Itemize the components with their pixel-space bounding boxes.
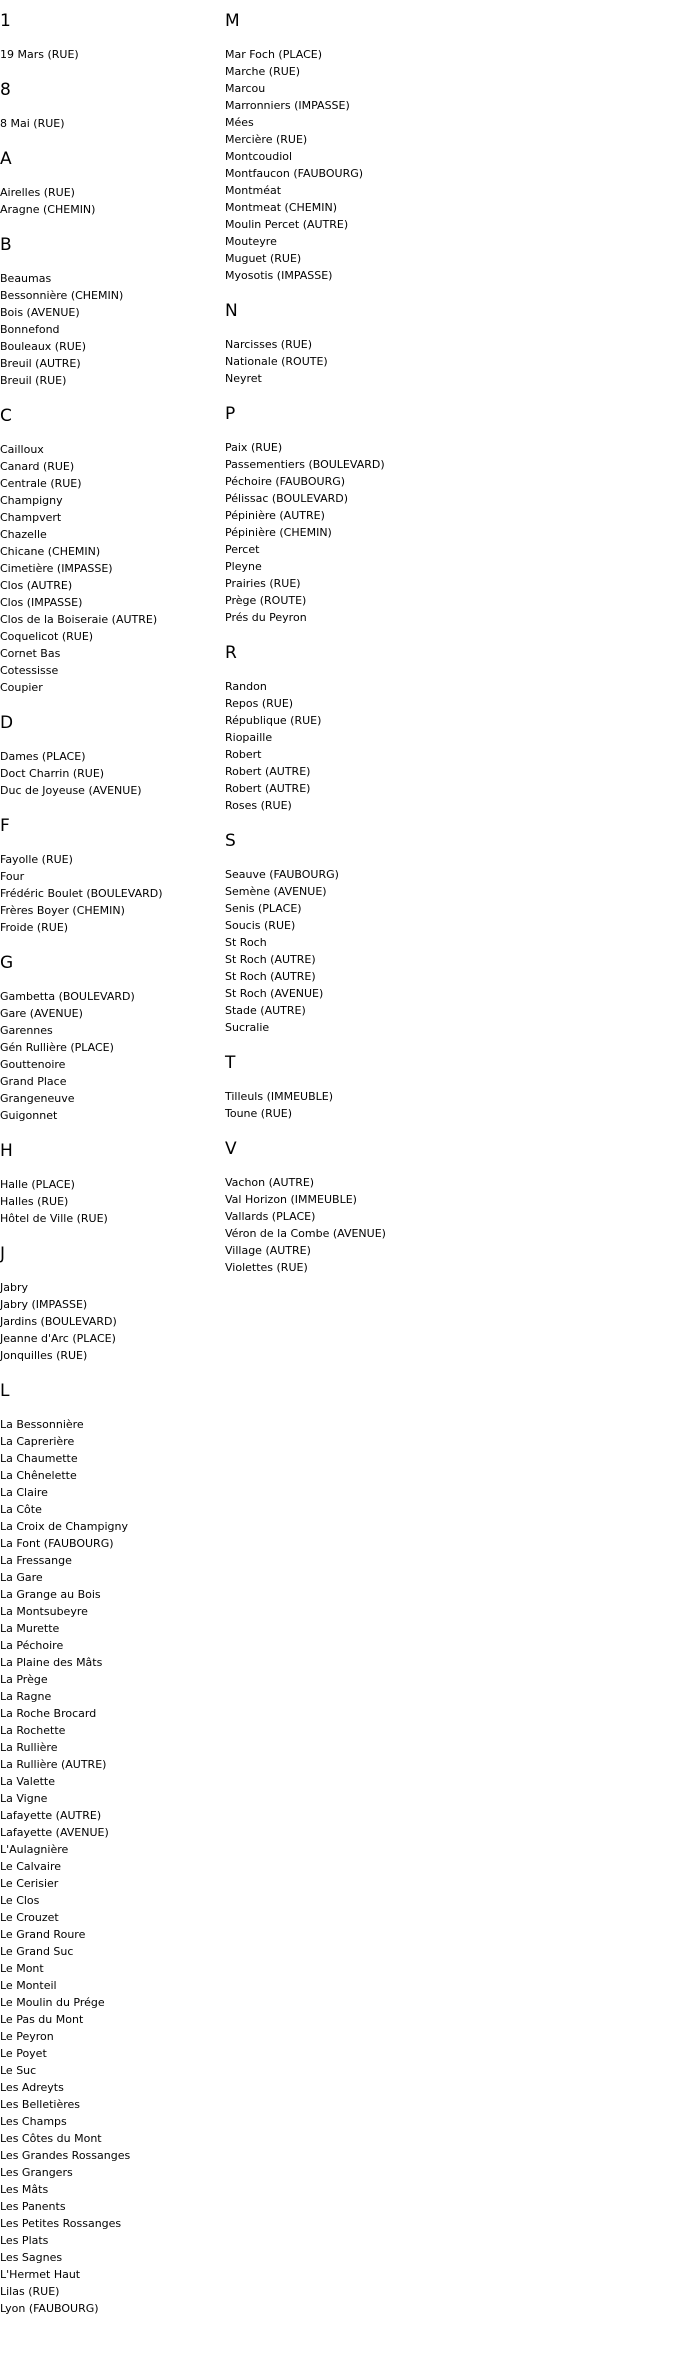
street-list — [0, 441, 225, 696]
letter-section-d — [0, 715, 225, 805]
section-spacer — [225, 387, 455, 393]
street-item: Bonnefond — [0, 323, 60, 336]
section-spacer — [0, 936, 225, 942]
street-item: Cotessisse — [0, 664, 59, 677]
street-item: Senis (PLACE) — [225, 902, 302, 915]
street-item: Bessonnière (CHEMIN) — [0, 289, 124, 302]
street-item: Jabry — [0, 1281, 28, 1294]
street-item: Clos de la Boiseraie (AUTRE) — [0, 613, 158, 626]
street-item: Duc de Joyeuse (AVENUE) — [0, 784, 142, 797]
street-item: Roses (RUE) — [225, 799, 292, 812]
street-list — [225, 866, 455, 1036]
street-item: Les Côtes du Mont — [0, 2132, 102, 2145]
street-item: Les Petites Rossanges — [0, 2217, 122, 2230]
street-item: Village (AUTRE) — [225, 1244, 311, 1257]
section-spacer — [0, 2317, 225, 2323]
street-item: Lafayette (AUTRE) — [0, 1809, 102, 1822]
street-item: La Croix de Champigny — [0, 1520, 128, 1533]
street-list — [225, 439, 455, 626]
street-item: Passementiers (BOULEVARD) — [225, 458, 385, 471]
street-item: Le Grand Roure — [0, 1928, 86, 1941]
street-item: Frères Boyer (CHEMIN) — [0, 904, 125, 917]
street-item: République (RUE) — [225, 714, 322, 727]
section-spacer — [225, 1036, 455, 1042]
street-item: La Plaine des Mâts — [0, 1656, 103, 1669]
street-list — [0, 184, 225, 218]
street-item: Robert (AUTRE) — [225, 782, 311, 795]
street-item: Robert (AUTRE) — [225, 765, 311, 778]
street-item: L'Hermet Haut — [0, 2268, 81, 2281]
street-item: Les Sagnes — [0, 2251, 63, 2264]
street-item: Le Grand Suc — [0, 1945, 74, 1958]
street-list — [0, 851, 225, 936]
street-item: Le Crouzet — [0, 1911, 59, 1924]
street-item: St Roch (AUTRE) — [225, 953, 316, 966]
street-item: Mar Foch (PLACE) — [225, 48, 322, 61]
street-item: La Ragne — [0, 1690, 52, 1703]
street-item: Gambetta (BOULEVARD) — [0, 990, 135, 1003]
street-item: Randon — [225, 680, 267, 693]
street-item: Halle (PLACE) — [0, 1178, 75, 1191]
street-item: Le Monteil — [0, 1979, 57, 1992]
letter-section-t — [225, 1055, 455, 1128]
street-item: Pépinière (AUTRE) — [225, 509, 325, 522]
street-item: La Rochette — [0, 1724, 66, 1737]
section-spacer — [0, 132, 225, 138]
street-item: Clos (IMPASSE) — [0, 596, 83, 609]
street-item: Les Panents — [0, 2200, 66, 2213]
street-item: La Bessonnière — [0, 1418, 84, 1431]
street-item: La Côte — [0, 1503, 42, 1516]
letter-section-l — [0, 1383, 225, 2323]
street-item: Bouleaux (RUE) — [0, 340, 87, 353]
street-item: Le Peyron — [0, 2030, 54, 2043]
street-list — [0, 115, 225, 132]
street-item: Coupier — [0, 681, 43, 694]
street-item: Champigny — [0, 494, 63, 507]
letter-section-j — [0, 1246, 225, 1370]
letter-section-8 — [0, 82, 225, 138]
street-item: La Grange au Bois — [0, 1588, 101, 1601]
street-list — [0, 1279, 225, 1364]
street-item: Four — [0, 870, 25, 883]
street-item: Grangeneuve — [0, 1092, 75, 1105]
letter-heading: N — [225, 301, 238, 321]
letter-heading: T — [225, 1053, 236, 1073]
street-item: Centrale (RUE) — [0, 477, 82, 490]
street-item: Muguet (RUE) — [225, 252, 302, 265]
street-item: Prés du Peyron — [225, 611, 307, 624]
letter-heading: C — [0, 406, 12, 426]
street-item: La Caprerière — [0, 1435, 75, 1448]
street-item: Lyon (FAUBOURG) — [0, 2302, 99, 2315]
street-item: Les Plats — [0, 2234, 49, 2247]
letter-section-p — [225, 406, 455, 632]
street-item: Dames (PLACE) — [0, 750, 86, 763]
street-item: St Roch (AUTRE) — [225, 970, 316, 983]
street-item: Les Mâts — [0, 2183, 49, 2196]
street-item: La Font (FAUBOURG) — [0, 1537, 114, 1550]
street-list — [0, 1176, 225, 1227]
section-spacer — [0, 799, 225, 805]
street-item: Gouttenoire — [0, 1058, 66, 1071]
letter-heading: 8 — [0, 80, 11, 100]
section-spacer — [225, 284, 455, 290]
street-item: Jardins (BOULEVARD) — [0, 1315, 117, 1328]
street-item: Péchoire (FAUBOURG) — [225, 475, 346, 488]
street-item: Jabry (IMPASSE) — [0, 1298, 88, 1311]
street-item: Pépinière (CHEMIN) — [225, 526, 332, 539]
street-item: Clos (AUTRE) — [0, 579, 73, 592]
street-item: La Roche Brocard — [0, 1707, 97, 1720]
street-item: La Murette — [0, 1622, 60, 1635]
street-item: La Vigne — [0, 1792, 48, 1805]
street-item: Jeanne d'Arc (PLACE) — [0, 1332, 116, 1345]
street-item: Fayolle (RUE) — [0, 853, 73, 866]
street-item: La Claire — [0, 1486, 48, 1499]
letter-heading: 1 — [0, 11, 11, 31]
street-item: Nationale (ROUTE) — [225, 355, 328, 368]
street-item: Doct Charrin (RUE) — [0, 767, 105, 780]
street-item: Cornet Bas — [0, 647, 61, 660]
street-list — [225, 1174, 455, 1276]
street-item: Mées — [225, 116, 254, 129]
street-item: Montmeat (CHEMIN) — [225, 201, 337, 214]
left-column — [0, 0, 225, 2323]
street-item: Sucralie — [225, 1021, 270, 1034]
section-spacer — [225, 814, 455, 820]
street-item: Montméat — [225, 184, 282, 197]
street-item: Le Cerisier — [0, 1877, 59, 1890]
letter-section-v — [225, 1141, 455, 1282]
section-spacer — [225, 1276, 455, 1282]
street-item: Seauve (FAUBOURG) — [225, 868, 339, 881]
street-list — [0, 988, 225, 1124]
street-item: Montcoudiol — [225, 150, 293, 163]
street-item: Le Moulin du Prége — [0, 1996, 105, 2009]
street-item: Pélissac (BOULEVARD) — [225, 492, 349, 505]
letter-section-r — [225, 645, 455, 820]
street-item: Marronniers (IMPASSE) — [225, 99, 350, 112]
street-item: Prairies (RUE) — [225, 577, 301, 590]
street-item: Mouteyre — [225, 235, 277, 248]
street-item: Lafayette (AVENUE) — [0, 1826, 109, 1839]
street-list — [225, 46, 455, 284]
street-item: La Prège — [0, 1673, 48, 1686]
section-spacer — [225, 1122, 455, 1128]
street-item: Prège (ROUTE) — [225, 594, 307, 607]
street-list — [0, 1416, 225, 2317]
letter-heading: P — [225, 404, 236, 424]
letter-section-g — [0, 955, 225, 1130]
street-item: La Valette — [0, 1775, 55, 1788]
street-item: Les Belletières — [0, 2098, 81, 2111]
street-item: Pleyne — [225, 560, 262, 573]
street-item: Breuil (RUE) — [0, 374, 67, 387]
street-item: Vallards (PLACE) — [225, 1210, 316, 1223]
letter-heading: B — [0, 235, 12, 255]
street-item: Marcou — [225, 82, 266, 95]
street-item: La Chênelette — [0, 1469, 77, 1482]
street-item: Mercière (RUE) — [225, 133, 308, 146]
letter-section-n — [225, 303, 455, 393]
street-item: Le Calvaire — [0, 1860, 62, 1873]
letter-heading: S — [225, 831, 236, 851]
letter-section-m — [225, 13, 455, 290]
street-item: Garennes — [0, 1024, 53, 1037]
street-item: Chazelle — [0, 528, 47, 541]
street-item: Les Grangers — [0, 2166, 73, 2179]
letter-heading: A — [0, 149, 12, 169]
street-item: Moulin Percet (AUTRE) — [225, 218, 349, 231]
street-item: Guigonnet — [0, 1109, 58, 1122]
street-item: Aragne (CHEMIN) — [0, 203, 96, 216]
street-item: Les Adreyts — [0, 2081, 64, 2094]
street-list — [225, 678, 455, 814]
street-item: Froide (RUE) — [0, 921, 69, 934]
letter-heading: M — [225, 11, 240, 31]
street-item: Semène (AVENUE) — [225, 885, 327, 898]
street-item: La Gare — [0, 1571, 43, 1584]
street-list — [0, 270, 225, 389]
street-item: Marche (RUE) — [225, 65, 301, 78]
street-item: Chicane (CHEMIN) — [0, 545, 101, 558]
street-item: La Montsubeyre — [0, 1605, 88, 1618]
street-item: 8 Mai (RUE) — [0, 117, 65, 130]
street-list — [225, 1088, 455, 1122]
street-item: Montfaucon (FAUBOURG) — [225, 167, 364, 180]
letter-section-f — [0, 818, 225, 942]
street-item: Hôtel de Ville (RUE) — [0, 1212, 108, 1225]
street-item: Neyret — [225, 372, 262, 385]
street-item: Le Suc — [0, 2064, 37, 2077]
letter-section-1 — [0, 13, 225, 69]
street-item: 19 Mars (RUE) — [0, 48, 79, 61]
street-list — [225, 336, 455, 387]
street-item: Véron de la Combe (AVENUE) — [225, 1227, 386, 1240]
street-item: Tilleuls (IMMEUBLE) — [225, 1090, 334, 1103]
letter-section-b — [0, 237, 225, 395]
section-spacer — [0, 696, 225, 702]
street-item: La Rullière — [0, 1741, 58, 1754]
street-item: Les Champs — [0, 2115, 67, 2128]
letter-section-h — [0, 1143, 225, 1233]
letter-heading: J — [0, 1244, 6, 1264]
letter-heading: L — [0, 1381, 10, 1401]
street-item: Paix (RUE) — [225, 441, 283, 454]
street-item: La Rullière (AUTRE) — [0, 1758, 107, 1771]
street-item: Frédéric Boulet (BOULEVARD) — [0, 887, 163, 900]
right-column — [225, 0, 455, 1282]
letter-section-s — [225, 833, 455, 1042]
section-spacer — [0, 1227, 225, 1233]
street-item: La Péchoire — [0, 1639, 64, 1652]
section-spacer — [0, 1124, 225, 1130]
street-item: Airelles (RUE) — [0, 186, 75, 199]
street-item: Cimetière (IMPASSE) — [0, 562, 113, 575]
street-item: Le Pas du Mont — [0, 2013, 84, 2026]
street-item: Toune (RUE) — [225, 1107, 293, 1120]
section-spacer — [0, 218, 225, 224]
street-item: Narcisses (RUE) — [225, 338, 313, 351]
section-spacer — [225, 626, 455, 632]
street-item: Grand Place — [0, 1075, 67, 1088]
street-item: Myosotis (IMPASSE) — [225, 269, 333, 282]
letter-heading: V — [225, 1139, 237, 1159]
street-item: Violettes (RUE) — [225, 1261, 308, 1274]
street-item: Breuil (AUTRE) — [0, 357, 81, 370]
street-item: St Roch (AVENUE) — [225, 987, 324, 1000]
street-item: Repos (RUE) — [225, 697, 294, 710]
street-item: Robert — [225, 748, 262, 761]
street-item: Gare (AVENUE) — [0, 1007, 83, 1020]
street-item: Riopaille — [225, 731, 273, 744]
letter-heading: D — [0, 713, 14, 733]
street-item: Percet — [225, 543, 260, 556]
street-item: Canard (RUE) — [0, 460, 75, 473]
letter-heading: H — [0, 1141, 13, 1161]
letter-heading: G — [0, 953, 14, 973]
street-item: Val Horizon (IMMEUBLE) — [225, 1193, 357, 1206]
street-item: Soucis (RUE) — [225, 919, 296, 932]
street-item: L'Aulagnière — [0, 1843, 69, 1856]
street-item: Vachon (AUTRE) — [225, 1176, 315, 1189]
section-spacer — [0, 63, 225, 69]
letter-section-a — [0, 151, 225, 224]
letter-heading: F — [0, 816, 10, 836]
street-item: St Roch — [225, 936, 267, 949]
street-item: La Chaumette — [0, 1452, 78, 1465]
street-item: Les Grandes Rossanges — [0, 2149, 131, 2162]
street-item: Le Mont — [0, 1962, 44, 1975]
street-item: Halles (RUE) — [0, 1195, 69, 1208]
street-item: Cailloux — [0, 443, 44, 456]
street-item: La Fressange — [0, 1554, 72, 1567]
street-item: Lilas (RUE) — [0, 2285, 60, 2298]
section-spacer — [0, 1364, 225, 1370]
street-item: Le Poyet — [0, 2047, 47, 2060]
section-spacer — [0, 389, 225, 395]
street-list — [0, 46, 225, 63]
street-item: Stade (AUTRE) — [225, 1004, 306, 1017]
street-item: Beaumas — [0, 272, 52, 285]
street-item: Champvert — [0, 511, 62, 524]
street-item: Coquelicot (RUE) — [0, 630, 94, 643]
letter-section-c — [0, 408, 225, 702]
street-item: Le Clos — [0, 1894, 40, 1907]
letter-heading: R — [225, 643, 237, 663]
street-item: Bois (AVENUE) — [0, 306, 80, 319]
street-item: Jonquilles (RUE) — [0, 1349, 88, 1362]
street-list — [0, 748, 225, 799]
street-item: Gén Rullière (PLACE) — [0, 1041, 114, 1054]
